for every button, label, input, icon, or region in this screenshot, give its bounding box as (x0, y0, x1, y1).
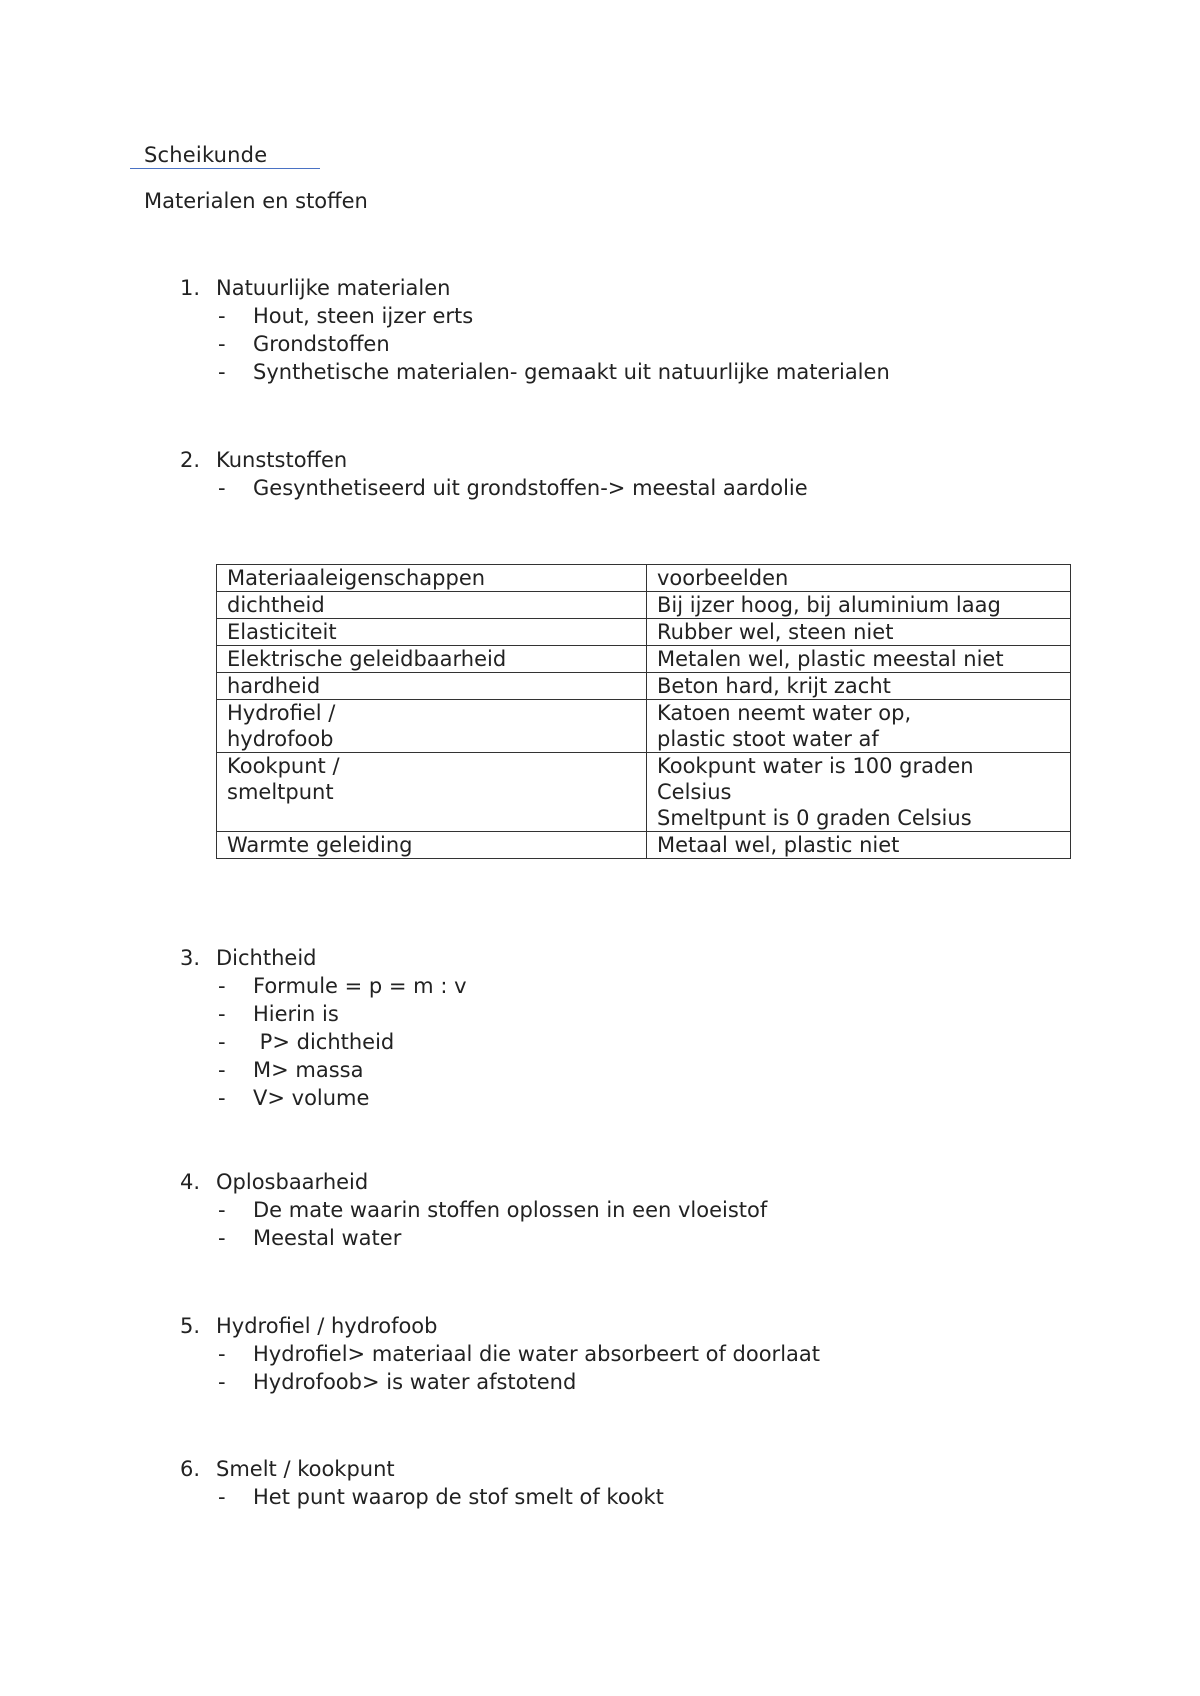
table-cell: Warmte geleiding (217, 832, 647, 859)
table-cell: Rubber wel, steen niet (647, 619, 1071, 646)
table-cell: Metaal wel, plastic niet (647, 832, 1071, 859)
section-heading (180, 1312, 1080, 1340)
dash-marker: - (218, 1198, 226, 1222)
list-item (180, 972, 1080, 1000)
dash-marker: - (218, 1086, 226, 1110)
list-item (180, 358, 1080, 386)
section-label: Kunststoffen (216, 448, 348, 472)
table-row (217, 700, 1071, 753)
section-label: Dichtheid (216, 946, 317, 970)
list-item-text: M> massa (253, 1058, 364, 1082)
table-cell: Elasticiteit (217, 619, 647, 646)
table-cell: Kookpunt / smeltpunt (217, 753, 647, 832)
section-smelt-kookpunt (180, 1455, 1080, 1511)
list-item (180, 1483, 1080, 1511)
list-item (180, 1368, 1080, 1396)
dash-marker: - (218, 1370, 226, 1394)
dash-marker: - (218, 476, 226, 500)
dash-marker: - (218, 1002, 226, 1026)
list-item-text: De mate waarin stoffen oplossen in een vloeistof (253, 1198, 768, 1222)
table-cell: Bij ijzer hoog, bij aluminium laag (647, 592, 1071, 619)
section-hydrofiel-hydrofoob (180, 1312, 1080, 1396)
dash-marker: - (218, 1342, 226, 1366)
bullet-list (180, 302, 1080, 386)
table-cell: voorbeelden (647, 565, 1071, 592)
section-number: 5. (180, 1314, 201, 1338)
section-natuurlijke-materialen (180, 274, 1080, 386)
bullet-list (180, 474, 1080, 502)
list-item-text: Meestal water (253, 1226, 402, 1250)
table-row (217, 619, 1071, 646)
section-number: 1. (180, 276, 201, 300)
list-item (180, 1340, 1080, 1368)
table-cell: hardheid (217, 673, 647, 700)
table-cell: Materiaaleigenschappen (217, 565, 647, 592)
table-cell: Hydrofiel / hydrofoob (217, 700, 647, 753)
dash-marker: - (218, 1485, 226, 1509)
bullet-list (180, 972, 1080, 1112)
bullet-list (180, 1483, 1080, 1511)
table-cell: dichtheid (217, 592, 647, 619)
list-item-text: V> volume (253, 1086, 370, 1110)
section-label: Smelt / kookpunt (216, 1457, 395, 1481)
table-cell: Kookpunt water is 100 graden Celsius Smeltpunt is 0 graden Celsius (647, 753, 1071, 832)
table-row (217, 592, 1071, 619)
section-label: Oplosbaarheid (216, 1170, 369, 1194)
bullet-list (180, 1340, 1080, 1396)
list-item (180, 474, 1080, 502)
dash-marker: - (218, 304, 226, 328)
title-underline (130, 168, 320, 169)
list-item-text: Gesynthetiseerd uit grondstoffen-> meestal aardolie (253, 476, 808, 500)
section-kunststoffen (180, 446, 1080, 502)
section-dichtheid (180, 944, 1080, 1112)
section-heading (180, 1168, 1080, 1196)
list-item (180, 1028, 1080, 1056)
list-item-text: Hydrofiel> materiaal die water absorbeert of doorlaat (253, 1342, 820, 1366)
list-item (180, 1056, 1080, 1084)
section-number: 4. (180, 1170, 201, 1194)
list-item (180, 1224, 1080, 1252)
dash-marker: - (218, 1030, 226, 1054)
properties-table-wrapper (216, 564, 1071, 859)
section-heading (180, 1455, 1080, 1483)
section-label: Hydrofiel / hydrofoob (216, 1314, 438, 1338)
table-row (217, 673, 1071, 700)
table-header-row (217, 565, 1071, 592)
material-properties-table (216, 564, 1071, 859)
list-item-text: Hierin is (253, 1002, 339, 1026)
dash-marker: - (218, 360, 226, 384)
list-item-text: Hout, steen ijzer erts (253, 304, 474, 328)
section-number: 6. (180, 1457, 201, 1481)
list-item (180, 330, 1080, 358)
list-item-text: Grondstoffen (253, 332, 390, 356)
table-cell: Katoen neemt water op, plastic stoot water af (647, 700, 1071, 753)
section-heading (180, 446, 1080, 474)
list-item-text: Het punt waarop de stof smelt of kookt (253, 1485, 664, 1509)
dash-marker: - (218, 1226, 226, 1250)
document-subtitle: Materialen en stoffen (144, 189, 368, 213)
dash-marker: - (218, 1058, 226, 1082)
section-heading (180, 274, 1080, 302)
list-item-text: P> dichtheid (253, 1030, 395, 1054)
list-item (180, 1196, 1080, 1224)
list-item (180, 302, 1080, 330)
section-number: 2. (180, 448, 201, 472)
table-row (217, 832, 1071, 859)
list-item-text: Synthetische materialen- gemaakt uit natuurlijke materialen (253, 360, 890, 384)
list-item-text: Formule = p = m : v (253, 974, 467, 998)
table-cell: Elektrische geleidbaarheid (217, 646, 647, 673)
dash-marker: - (218, 974, 226, 998)
dash-marker: - (218, 332, 226, 356)
bullet-list (180, 1196, 1080, 1252)
document-title: Scheikunde (144, 143, 268, 167)
table-cell: Beton hard, krijt zacht (647, 673, 1071, 700)
section-number: 3. (180, 946, 201, 970)
list-item-text: Hydrofoob> is water afstotend (253, 1370, 577, 1394)
section-heading (180, 944, 1080, 972)
table-row (217, 646, 1071, 673)
list-item (180, 1084, 1080, 1112)
table-row (217, 753, 1071, 832)
table-cell: Metalen wel, plastic meestal niet (647, 646, 1071, 673)
section-oplosbaarheid (180, 1168, 1080, 1252)
section-label: Natuurlijke materialen (216, 276, 451, 300)
list-item (180, 1000, 1080, 1028)
